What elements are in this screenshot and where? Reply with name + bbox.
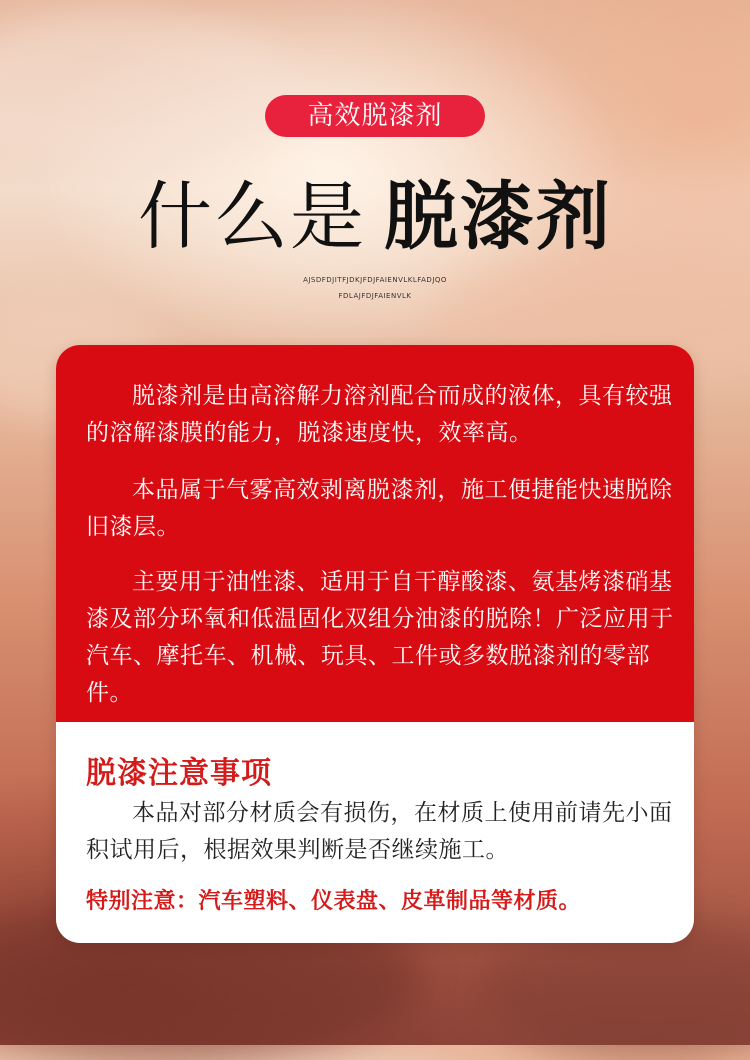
product-badge: 高效脱漆剂 [265, 95, 485, 137]
decorative-subtitle-line-2: FDLAJFDJFAIENVLK [338, 292, 412, 300]
notice-body: 本品对部分材质会有损伤，在材质上使用前请先小面积试用后，根据效果判断是否继续施工。 [86, 800, 673, 863]
info-card [56, 345, 694, 943]
description-paragraph-2: 本品属于气雾高效剥离脱漆剂，施工便捷能快速脱除旧漆层。 [86, 477, 673, 540]
description-panel [56, 345, 694, 722]
page-headline [0, 172, 750, 262]
special-notice: 特别注意：汽车塑料、仪表盘、皮革制品等材质。 [86, 889, 582, 914]
description-paragraph-3: 主要用于油性漆、适用于自干醇酸漆、氨基烤漆硝基漆及部分环氧和低温固化双组分油漆的脱除！广泛应用于汽车、摩托车、机械、玩具、工件或多数脱漆剂的零部件。 [86, 569, 674, 706]
description-paragraph-1: 脱漆剂是由高溶解力溶剂配合而成的液体，具有较强的溶解漆膜的能力，脱漆速度快，效率高。 [86, 383, 673, 446]
headline-light-text: 什么是 [138, 174, 366, 260]
notice-title: 脱漆注意事项 [86, 756, 272, 791]
headline-bold-text: 脱漆剂 [384, 174, 612, 260]
background-cloud [0, 10, 300, 170]
decorative-subtitle-line-1: AJSDFDJITFJDKJFDJFAIENVLKLFADJQO [303, 276, 447, 284]
